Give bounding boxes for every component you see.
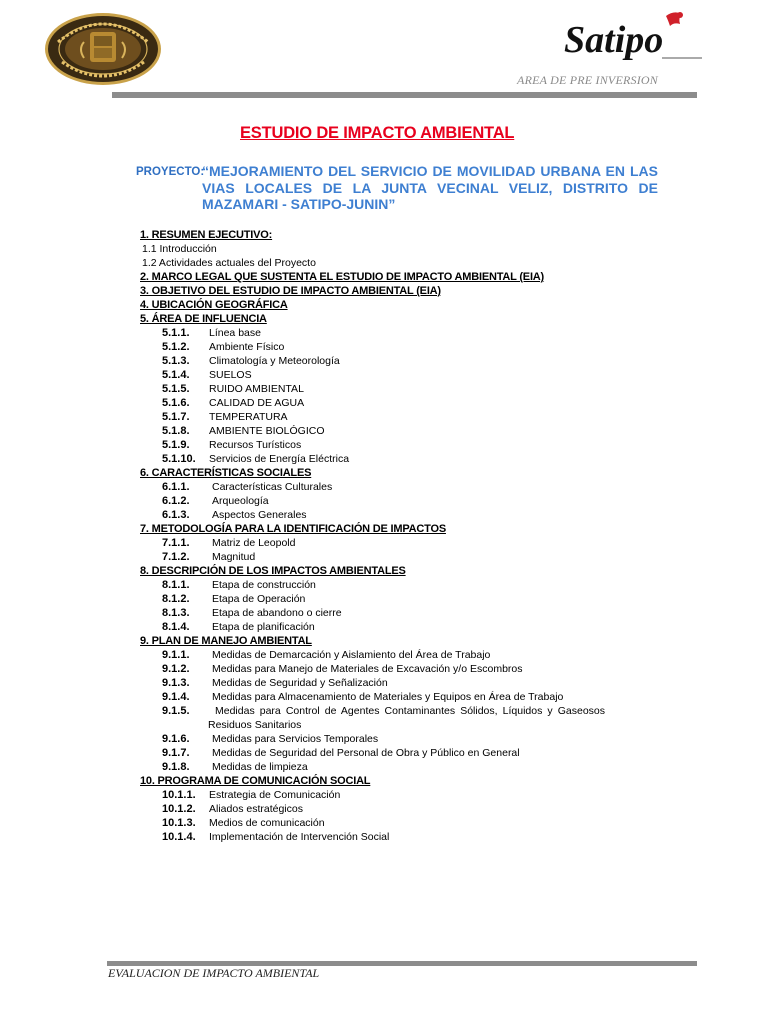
toc-subitem-number: 5.1.1. — [162, 327, 190, 339]
toc-subitem-text: Recursos Turísticos — [209, 439, 302, 451]
toc-subitem-text: Características Culturales — [212, 481, 333, 493]
toc-subitem-text: Medidas de Seguridad y Señalización — [212, 677, 388, 689]
toc-subitem — [140, 648, 660, 662]
toc-subitem-text: Medidas de limpieza — [212, 761, 308, 773]
toc-subitem — [140, 802, 660, 816]
toc-subitem — [140, 732, 660, 746]
toc-subitem — [140, 354, 660, 368]
toc-subitem-text: Etapa de Operación — [212, 593, 306, 605]
toc-subitem-number: 8.1.3. — [162, 607, 190, 619]
toc-subitem-text: Etapa de construcción — [212, 579, 316, 591]
toc-subitem-text: Medidas de Demarcación y Aislamiento del Área de Trabajo — [212, 649, 491, 661]
toc-subitem-text: Matriz de Leopold — [212, 537, 296, 549]
toc-subitem-text: Medidas para Servicios Temporales — [212, 733, 379, 745]
toc-subitem-number: 9.1.5. — [162, 705, 190, 717]
toc-subitem-number: 6.1.3. — [162, 509, 190, 521]
toc-subitem — [140, 662, 660, 676]
toc-section-3: 3. OBJETIVO DEL ESTUDIO DE IMPACTO AMBIENTAL (EIA) — [140, 285, 441, 297]
toc-subitem — [140, 816, 660, 830]
toc-subitem-text: Arqueología — [212, 495, 269, 507]
toc-subitem-text: Medidas para Manejo de Materiales de Excavación y/o Escombros — [212, 663, 523, 675]
municipal-seal-logo — [44, 12, 162, 86]
toc-subitem-text: Aliados estratégicos — [209, 803, 303, 815]
toc-subitem — [140, 578, 660, 592]
toc-section-4: 4. UBICACIÓN GEOGRÁFICA — [140, 299, 288, 311]
toc-subitem — [140, 550, 660, 564]
toc-subitem-number: 5.1.4. — [162, 369, 190, 381]
toc-subitem-text: SUELOS — [209, 369, 252, 381]
toc-subitem-text: Ambiente Físico — [209, 341, 285, 353]
toc-subitem — [140, 382, 660, 396]
toc-subitem-number: 8.1.1. — [162, 579, 190, 591]
header-divider — [112, 92, 697, 98]
toc-subitem-number: 10.1.1. — [162, 789, 196, 801]
toc-subitem-number: 6.1.2. — [162, 495, 190, 507]
toc-subitem-number: 9.1.1. — [162, 649, 190, 661]
toc-subitem — [140, 326, 660, 340]
satipo-brand-logo — [562, 8, 708, 64]
toc-subitem — [140, 410, 660, 424]
toc-subitem — [140, 676, 660, 690]
toc-subitem-number: 5.1.10. — [162, 453, 196, 465]
toc-subitem-number: 5.1.6. — [162, 397, 190, 409]
toc-subitem-number: 10.1.2. — [162, 803, 196, 815]
toc-subitem — [140, 830, 660, 844]
toc-section-8: 8. DESCRIPCIÓN DE LOS IMPACTOS AMBIENTALES — [140, 565, 406, 577]
toc-subitem-number: 10.1.4. — [162, 831, 196, 843]
project-title: “MEJORAMIENTO DEL SERVICIO DE MOVILIDAD URBANA EN LAS VIAS LOCALES DE LA JUNTA VECINAL VELIZ, DISTRITO DE MAZAMARI - SATIPO-JUNIN” — [202, 163, 658, 212]
document-title: ESTUDIO DE IMPACTO AMBIENTAL — [240, 124, 515, 142]
toc-subitem-number: 9.1.4. — [162, 691, 190, 703]
toc-subitem-text: Etapa de planificación — [212, 621, 315, 633]
toc-subitem-number: 6.1.1. — [162, 481, 190, 493]
toc-section-2: 2. MARCO LEGAL QUE SUSTENTA EL ESTUDIO DE IMPACTO AMBIENTAL (EIA) — [140, 271, 545, 283]
toc-subitem-number: 10.1.3. — [162, 817, 196, 829]
svg-text:Satipo: Satipo — [564, 19, 664, 61]
toc-subitem-text: Aspectos Generales — [212, 509, 307, 521]
toc-subitem-text: TEMPERATURA — [209, 411, 288, 423]
toc-subitem — [140, 438, 660, 452]
toc-section-7: 7. METODOLOGÍA PARA LA IDENTIFICACIÓN DE IMPACTOS — [140, 523, 446, 535]
toc-subitem-number: 9.1.7. — [162, 747, 190, 759]
toc-subitem — [140, 620, 660, 634]
toc-subitem-text: Magnitud — [212, 551, 256, 563]
toc-subitem-text: Línea base — [209, 327, 261, 339]
toc-section-6: 6. CARACTERÍSTICAS SOCIALES — [140, 467, 312, 479]
toc-subitem-text: AMBIENTE BIOLÓGICO — [209, 425, 325, 437]
toc-subitem — [140, 480, 660, 494]
toc-item: 1.2 Actividades actuales del Proyecto — [142, 257, 316, 269]
toc-subitem-number: 8.1.4. — [162, 621, 190, 633]
toc-section-10: 10. PROGRAMA DE COMUNICACIÓN SOCIAL — [140, 775, 371, 787]
toc-subitem-number: 5.1.8. — [162, 425, 190, 437]
toc-item: 1.1 Introducción — [142, 243, 217, 255]
toc-subitem-text: Medidas para Almacenamiento de Materiales y Equipos en Área de Trabajo — [212, 691, 564, 703]
toc-subitem-text: Estrategia de Comunicación — [209, 789, 341, 801]
toc-subitem — [140, 396, 660, 410]
toc-subitem-number: 8.1.2. — [162, 593, 190, 605]
toc-subitem-number: 5.1.7. — [162, 411, 190, 423]
toc-subitem-number: 9.1.2. — [162, 663, 190, 675]
toc-subitem-text: Servicios de Energía Eléctrica — [209, 453, 350, 465]
toc-subitem — [140, 704, 660, 732]
toc-subitem-number: 5.1.9. — [162, 439, 190, 451]
toc-subitem — [140, 606, 660, 620]
toc-subitem — [140, 690, 660, 704]
toc-subitem-text: Implementación de Intervención Social — [209, 831, 390, 843]
toc-subitem — [140, 746, 660, 760]
footer-text: EVALUACION DE IMPACTO AMBIENTAL — [108, 966, 320, 980]
toc-subitem-number: 9.1.6. — [162, 733, 190, 745]
toc-subitem-text: CALIDAD DE AGUA — [209, 397, 305, 409]
toc-section-1: 1. RESUMEN EJECUTIVO: — [140, 229, 273, 241]
toc-subitem-text: Medios de comunicación — [209, 817, 325, 829]
toc-subitem-number: 5.1.3. — [162, 355, 190, 367]
toc-subitem — [140, 368, 660, 382]
area-label: AREA DE PRE INVERSION — [517, 73, 658, 87]
toc-subitem-number: 9.1.8. — [162, 761, 190, 773]
toc-subitem-number: 7.1.2. — [162, 551, 190, 563]
toc-subitem — [140, 452, 660, 466]
toc-subitem — [140, 536, 660, 550]
toc-subitem-text: Etapa de abandono o cierre — [212, 607, 342, 619]
toc-subitem — [140, 340, 660, 354]
toc-section-9: 9. PLAN DE MANEJO AMBIENTAL — [140, 635, 312, 647]
toc-subitem-number: 9.1.3. — [162, 677, 190, 689]
toc-subitem-text-continued: Residuos Sanitarios — [208, 719, 302, 731]
toc-subitem-number: 5.1.2. — [162, 341, 190, 353]
table-of-contents — [140, 228, 660, 844]
toc-subitem — [140, 760, 660, 774]
toc-subitem-text: Medidas de Seguridad del Personal de Obra y Público en General — [212, 747, 520, 759]
toc-subitem — [140, 424, 660, 438]
toc-subitem-text: Climatología y Meteorología — [209, 355, 340, 367]
toc-subitem-text: RUIDO AMBIENTAL — [209, 383, 304, 395]
toc-subitem — [140, 494, 660, 508]
toc-subitem — [140, 508, 660, 522]
toc-subitem — [140, 788, 660, 802]
toc-subitem-number: 7.1.1. — [162, 537, 190, 549]
toc-subitem-text: Medidas para Control de Agentes Contaminantes Sólidos, Líquidos y Gaseosos — [215, 705, 605, 717]
toc-subitem — [140, 592, 660, 606]
toc-subitem-number: 5.1.5. — [162, 383, 190, 395]
project-label: PROYECTO: — [136, 166, 205, 178]
toc-section-5: 5. ÁREA DE INFLUENCIA — [140, 313, 267, 325]
